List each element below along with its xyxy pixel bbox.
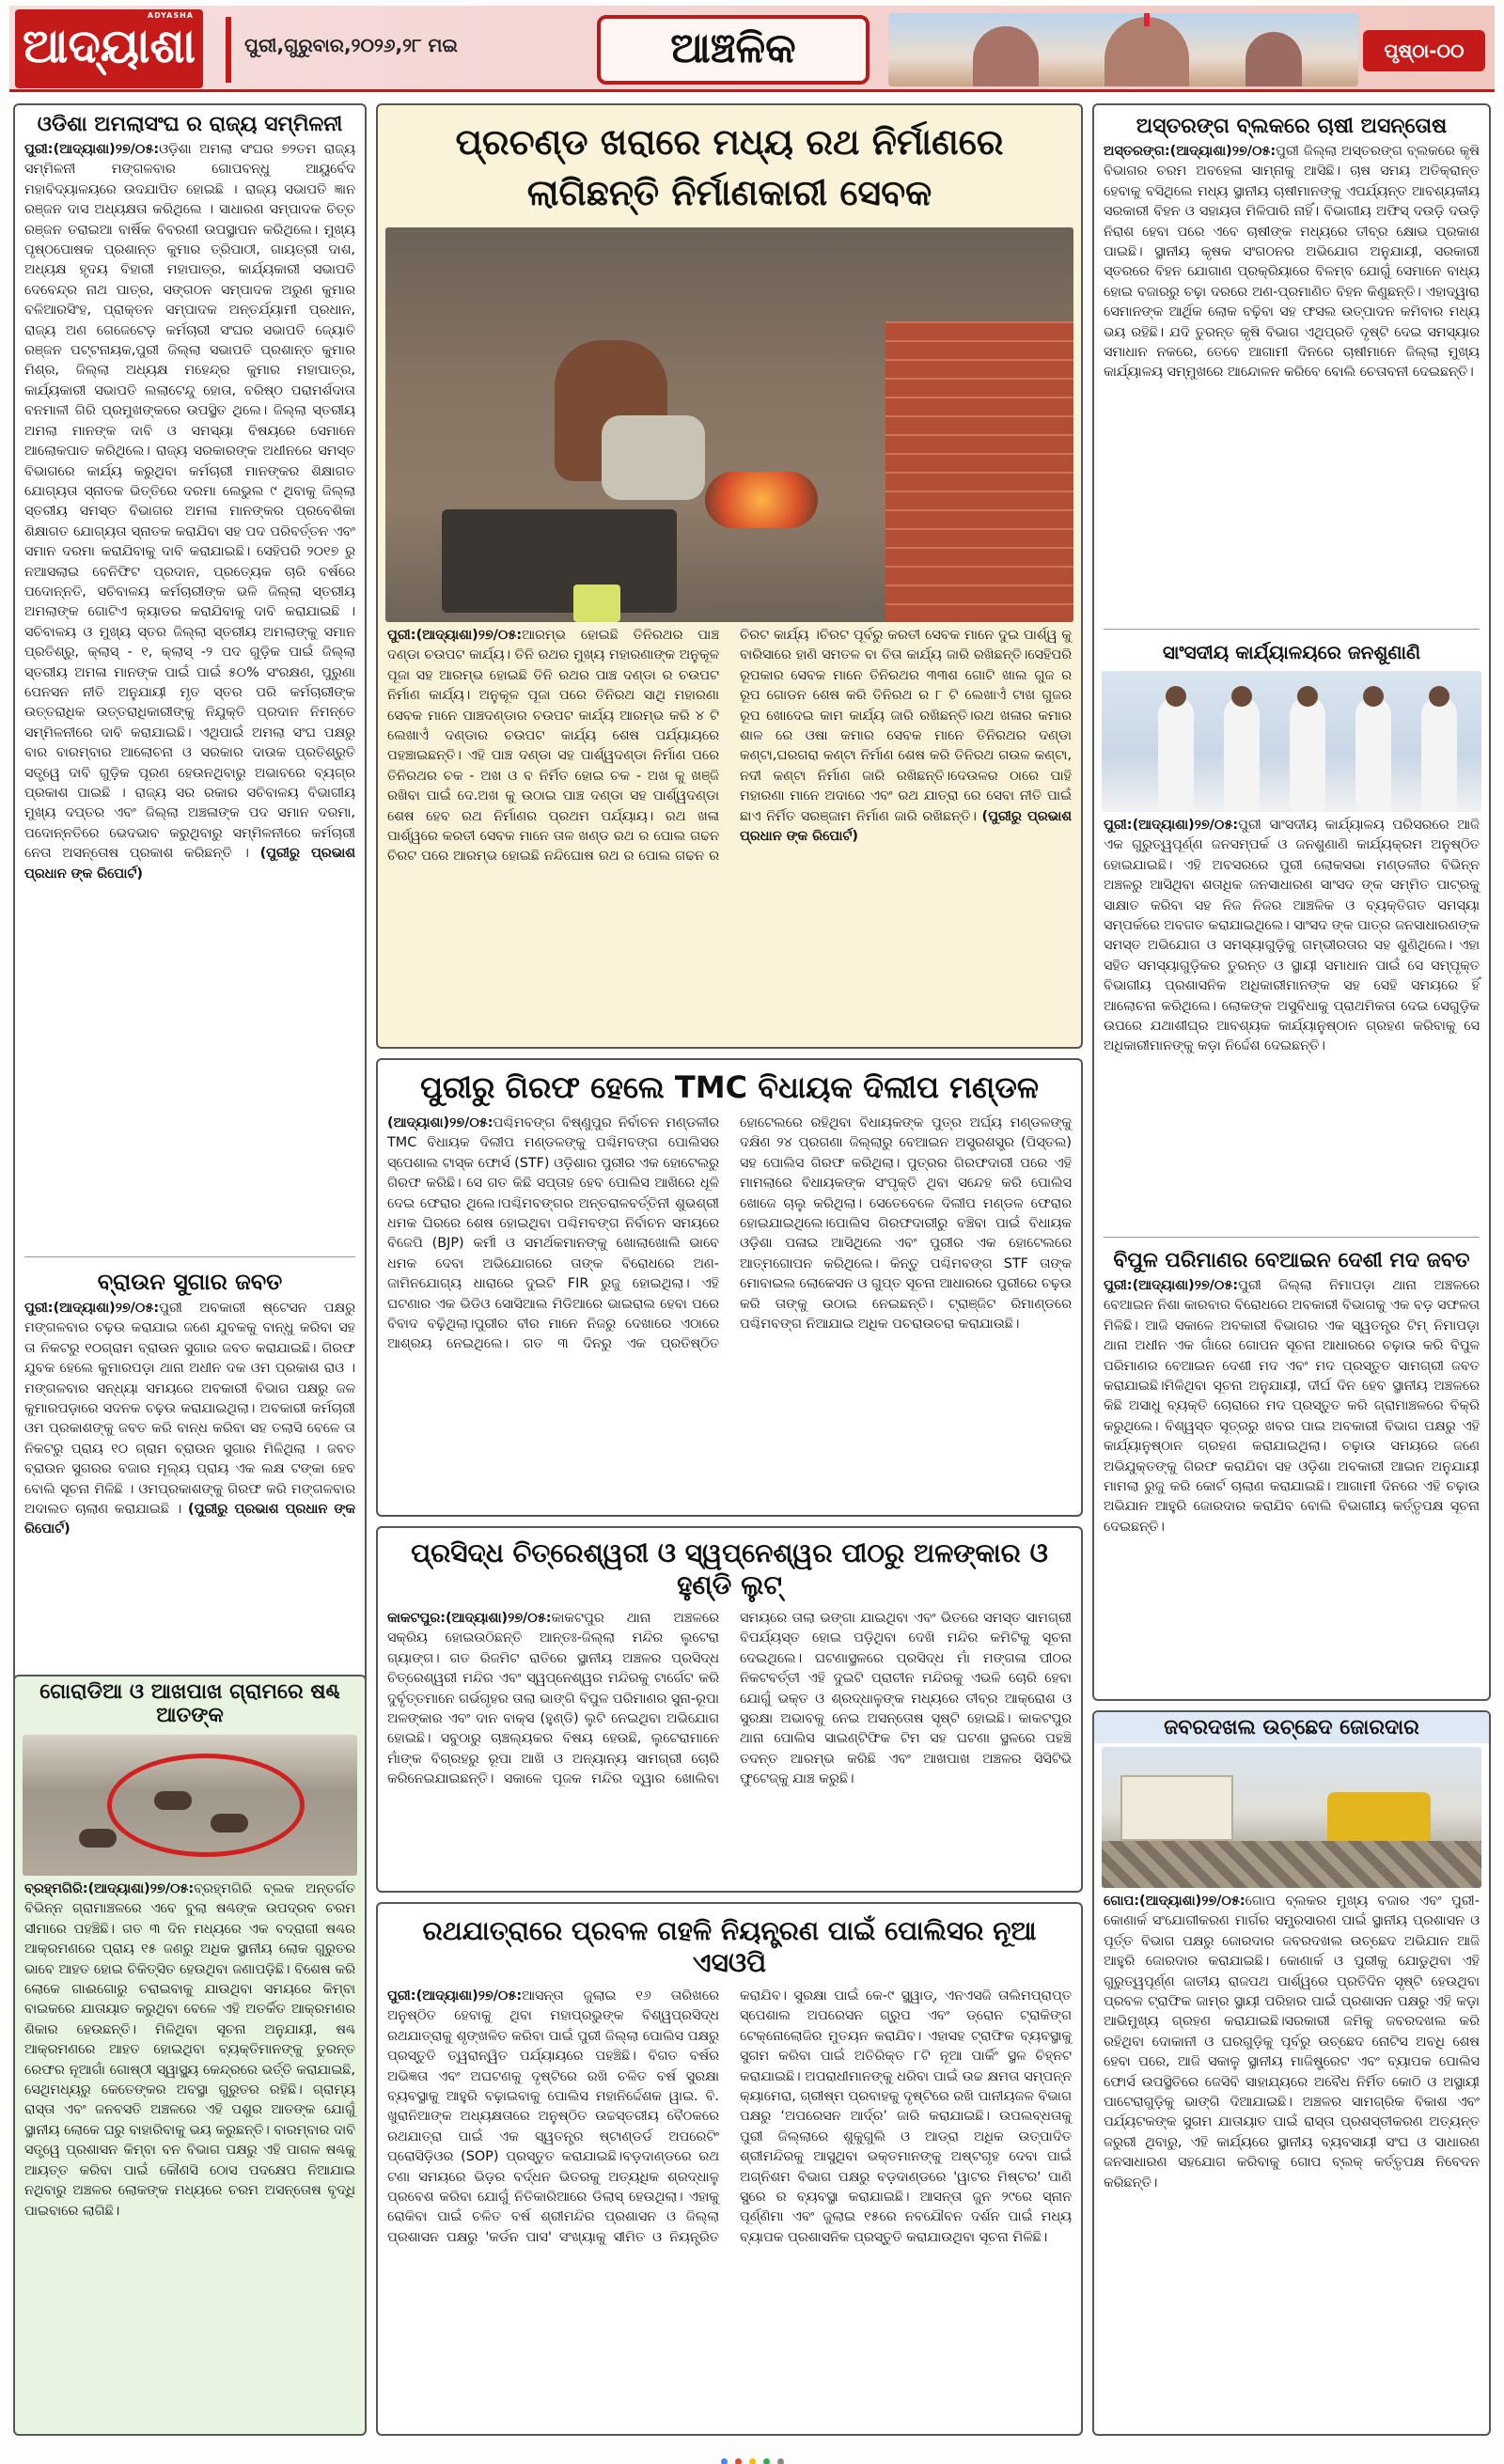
brand-name: ଆଦ୍ୟାଶା	[22, 19, 196, 73]
article-brown-sugar: ପୁରୀ:(ଆଦ୍ୟାଶା)୨୭/୦୫:ପୁରୀ ଅବକାରୀ ଷ୍ଟେସନ ପକ୍ଷରୁ ମଙ୍ଗଳବାର ଚଢ଼ଉ କରାଯାଇ ଜଣେ ଯୁବକକୁ ବାନ୍ଧୁ କରିବା ସହ ତା ନିକଟରୁ ୧୦ଗ୍ରାମ ବ୍ରାଉନ ସୁଗାର ଜବତ କରାଯାଇଛି। ଗିରଫ ଯୁବକ ହେଲେ କୁମାରପଡ଼ା ଥାନା ଅଧୀନ ଦକ ଓମ ପ୍ରକାଶ ରାଓ । ମଙ୍ଗଳବାର ସନ୍ଧ୍ୟା ସମୟରେ ଅବକାରୀ ବିଭାଗ ପକ୍ଷରୁ ଜଳ କୁମାରପଡ଼ାରେ ସଦନକ ଚଢ଼ଉ କରାଯାଇଥିଲା। ଅବକାରୀ କର୍ମଚାରୀ ଓମ ପ୍ରକାଶଙ୍କୁ ଜବତ କରି ବାନ୍ଧ କରିବା ସହ ତଲାସି ବେଳେ ତା ନିକଟରୁ ପ୍ରାୟ ୧୦ ଗ୍ରାମ ବ୍ରାଉନ ସୁଗାର ମିଳିଥିଲା । ଜବତ ବ୍ରାଉନ ସୁଗରର ବଜାର ମୂଲ୍ୟ ପ୍ରାୟ ଏକ ଲକ୍ଷ ଟଙ୍କା ହେବ ବୋଲି ସୂଚନା ମିଳିଛି । ଓମପ୍ରକାଶଙ୍କୁ ଗିରଫ କରି ମଙ୍ଗଳବାର ଅଦାଲତ ଚାଲାଣ କରାଯାଇଛି । (ପୁରୀରୁ ପ୍ରଭାଶ ପ୍ରଧାନ ଙ୍କ ରିପୋର୍ଟ)	[24, 1301, 355, 1537]
headline-brown-sugar: ବ୍ରାଉନ ସୁଗାର ଜବତ	[97, 1269, 283, 1295]
brand-small: ADYASHA	[147, 11, 194, 20]
article-bulls: ବ୍ରହ୍ମଗିରି:(ଆଦ୍ୟାଶା)୨୭/୦୫:ବ୍ରହ୍ମଗିରି ବ୍ଲକ ଅନ୍ତର୍ଗତ ବିଭିନ୍ନ ଗ୍ରାମାଞ୍ଚଳରେ ଏବେ ବୁଲା ଷଣ୍ଢଙ୍କ ଉପଦ୍ରବ ଚରମ ସୀମାରେ ପହଞ୍ଚିଛି। ଗତ ୩ ଦିନ ମଧ୍ୟରେ ଏକ ବଦ୍ରାଗୀ ଷଣ୍ଢର ଆକ୍ରମଣରେ ପ୍ରାୟ ୧୫ ଜଣରୁ ଅଧିକ ସ୍ଥାନୀୟ ଲୋକ ଗୁରୁତର ଭାବେ ଆହତ ହୋଇ ଚିକିତ୍ସିତ ହେଉଥିବା ଜଣାପଡ଼ିଛି। ବିଶେଷ କରି ଲୋକେ ଗାଈଗୋରୁ ଚରାଇବାକୁ ଯାଉଥିବା ସମୟରେ କିମ୍ବା ବାଇକରେ ଯାତାୟାତ କରୁଥିବା ବେଳେ ଏହି ଅତର୍କିତ ଆକ୍ରମଣର ଶିକାର ହେଉଛନ୍ତି। ମିଳିଥିବା ସୂଚନା ଅନୁଯାୟୀ, ଷଣ୍ଢ ଆକ୍ରମଣରେ ଆହତ ହୋଇଥିବା ବ୍ୟକ୍ତିମାନଙ୍କୁ ତୁରନ୍ତ ରେଫର ନୂଆଗାଁ ଗୋଷ୍ଠୀ ସ୍ୱାସ୍ଥ୍ୟ କେନ୍ଦ୍ରରେ ଭର୍ତ୍ତି କରାଯାଇଛି, ସେଥିମଧ୍ୟରୁ କେତେଙ୍କର ଅବସ୍ଥା ଗୁରୁତର ରହିଛି। ଗ୍ରାମ୍ୟ ରାସ୍ତା ଏବଂ ଜନବସତି ଅଞ୍ଚଳରେ ଏହି ପଶୁର ଆତଙ୍କ ଯୋଗୁଁ ସ୍ଥାନୀୟ ଲୋକେ ଘରୁ ବାହାରିବାକୁ ଭୟ କରୁଛନ୍ତି। ବାରମ୍ବାର ଦାବି ସତ୍ତ୍ୱେ ପ୍ରଶାସନ କିମ୍ବା ବନ ବିଭାଗ ପକ୍ଷରୁ ଏହି ପାଗଳ ଷଣ୍ଢକୁ ଆୟତ୍ତ କରିବା ପାଇଁ କୌଣସି ଠୋସ ପଦକ୍ଷେପ ନିଆଯାଇ ନଥିବାରୁ ଅଞ୍ଚଳର ଲୋକଙ୍କ ମଧ୍ୟରେ ଚରମ ଅସନ୍ତୋଷ ବୃଦ୍ଧି ପାଇବାରେ ଲାଗିଛି।	[24, 1881, 355, 2219]
demolition-photo	[1102, 1747, 1481, 1888]
bulls-photo	[23, 1735, 357, 1876]
left-column	[13, 103, 367, 1757]
issue-dateline: ପୁରୀ,ଗୁରୁବାର,୨୦୨୬,୨୮ ମଇ	[244, 34, 459, 56]
divider	[1104, 1237, 1480, 1238]
meeting-photo	[1102, 671, 1481, 812]
article-liquor: ପୁରୀ:(ଆଦ୍ୟାଶା)୨୭/୦୫:ପୁରୀ ଜିଲ୍ଲା ନିମାପଡ଼ା ଥାନା ଅଞ୍ଚଳରେ ବେଆଇନ ନିଶା କାରବାର ବିରୋଧରେ ଅବକାରୀ ବିଭାଗକୁ ଏକ ବଡ଼ ସଫଳତା ମିଳିଛି। ଆଜି ସକାଳେ ଅବକାରୀ ବିଭାଗର ଏକ ସ୍ୱତନ୍ତ୍ର ଟିମ୍ ନିମାପଡ଼ା ଥାନା ଅଧୀନ ଏକ ଗାଁରେ ଗୋପନ ସୂଚନା ଆଧାରରେ ଚଢ଼ାଉ କରି ବିପୁଳ ପରିମାଣର ବେଆଇନ ଦେଶୀ ମଦ ଏବଂ ମଦ ପ୍ରସ୍ତୁତ ସାମଗ୍ରୀ ଜବତ କରାଯାଇଛି।ମିଳିଥିବା ସୂଚନା ଅନୁଯାୟୀ, ଦୀର୍ଘ ଦିନ ହେବ ସ୍ଥାନୀୟ ଅଞ୍ଚଳରେ କିଛି ଅସାଧୁ ବ୍ୟକ୍ତି ଚୋରାରେ ମଦ ପ୍ରସ୍ତୁତ କରି ଗ୍ରାମାଞ୍ଚଳରେ ବିକ୍ରି କରୁଥିଲେ। ବିଶ୍ୱସ୍ତ ସୂତ୍ରରୁ ଖବର ପାଇ ଅବକାରୀ ବିଭାଗ ପକ୍ଷରୁ ଏହି କାର୍ଯ୍ୟାନୁଷ୍ଠାନ ଗ୍ରହଣ କରାଯାଇଥିଲା। ଚଢ଼ାଉ ସମୟରେ ଜଣେ ଅଭିଯୁକ୍ତଙ୍କୁ ଗିରଫ କରାଯିବା ସହ ଓଡ଼ିଶା ଅବକାରୀ ଆଇନ ଅନୁଯାୟୀ ମାମଲା ରୁଜୁ କରି କୋର୍ଟ ଚାଲାଣ କରାଯାଇଛି। ଆଗାମୀ ଦିନରେ ଏହି ଚଢ଼ାଉ ଅଭିଯାନ ଆହୁରି ଜୋରଦାର କରାଯିବ ବୋଲି ବିଭାଗୀୟ କର୍ତ୍ତୃପକ୍ଷ ସୂଚନା ଦେଇଛନ୍ତି।	[1104, 1278, 1480, 1535]
article-tmc: (ଆଦ୍ୟାଶା)୨୭/୦୫:ପଶ୍ଚିମବଙ୍ଗ ବିଷ୍ଣୁପୁର ନିର୍ବାଚନ ମଣ୍ଡଳୀର TMC ବିଧାୟକ ଦିଲୀପ ମଣ୍ଡଳଙ୍କୁ ପଶ୍ଚିମବଙ୍ଗ ପୋଲିସର ସ୍ପେଶାଲ ଟାସ୍କ ଫୋର୍ସ (STF) ଓଡ଼ିଶାର ପୁରୀର ଏକ ହୋଟେଲରୁ ଗିରଫ କରିଛି। ସେ ଗତ କିଛି ସପ୍ତାହ ହେବ ପୋଲିସ ଆଖିରେ ଧୂଳି ଦେଇ ଫେରାର ଥିଲେ।ପଶ୍ଚିମବଙ୍ଗର ଅନ୍ତରାଳବର୍ତ୍ତିନୀ ଶୁଭଶ୍ରୀ ଧମକ ଘିରରେ ଶେଷ ହୋଇଥିବା ପଶ୍ଚିମବଙ୍ଗ ନିର୍ବାଚନ ସମୟରେ ବିଜେପି (BJP) କର୍ମୀ ଓ ସମର୍ଥକମାନଙ୍କୁ ଖୋଲାଖୋଲି ଭାବେ ଧମକ ଦେବା ଅଭିଯୋଗରେ ତାଙ୍କ ବିରୋଧରେ ଅଣ-ଜାମିନଯୋଗ୍ୟ ଧାରାରେ ଦୁଇଟି FIR ରୁଜୁ ହୋଇଥିଲା। ଏହି ଘଟଣାର ଏକ ଭିଡିଓ ସୋସିଆଲ ମିଡିଆରେ ଭାଇରାଲ ହେବା ପରେ ବିବାଦ ବଢ଼ିଥିଲା।ପୁରୀର ବୀର ମାନେ ନିଜରୁ ଦେଖାରେ ଏଠାରେ ଆଶ୍ରୟ ନେଇଥିଲେ। ଗତ ୩ ଦିନରୁ ଏକ ପ୍ରତିଷ୍ଠିତ ହୋଟେଲରେ ରହିଥିବା ବିଧାୟକଙ୍କ ପୁତ୍ର ଅର୍ଘ୍ୟ ମଣ୍ଡଳଙ୍କୁ ଦକ୍ଷିଣ ୨୪ ପ୍ରଗଣା ଜିଲ୍ଲାରୁ ବେଆଇନ ଅସ୍ତ୍ରଶସ୍ତ୍ର (ପିସ୍ତଲ) ସହ ପୋଲିସ ଗିରଫ କରିଥିଲା। ପୁତ୍ରର ଗିରଫଦାରୀ ପରେ ଏହି ମାମଲାରେ ବିଧାୟକଙ୍କ ସଂପୃକ୍ତି ଥିବା ସନ୍ଦେହ କରି ପୋଲିସ ଖୋଜେ ଚାଲୁ କରିଥିଲା। ସେତେବେଳେ ଦିଲୀପ ମଣ୍ଡଳ ଫେରାର ହୋଇଯାଇଥିଲେ।ପୋଲିସ ଗିରଫଦାରୀରୁ ବଞ୍ଚିବା ପାଇଁ ବିଧାୟକ ଓଡ଼ିଶା ପଳାଇ ଆସିଥିଲେ ଏବଂ ପୁରୀର ଏକ ହୋଟେଲରେ ଆତ୍ମଗୋପନ କରିଥିଲେ। କିନ୍ତୁ ପଶ୍ଚିମବଙ୍ଗ STF ତାଙ୍କ ମୋବାଇଲ ଲୋକେସନ ଓ ଗୁପ୍ତ ସୂଚନା ଆଧାରରେ ପୁରୀରେ ଚଢ଼ଉ କରି ତାଙ୍କୁ ଉଠାଇ ନେଇଛନ୍ତି। ଟ୍ରାଞ୍ଜିଟ ରିମାଣ୍ଡରେ ପଶ୍ଚିମବଙ୍ଗ ନିଆଯାଇ ଅଧିକ ପଚରାଉଚରା କରାଯାଉଛି।	[387, 1115, 1072, 1352]
masthead	[9, 6, 1495, 92]
article-office: ପୁରୀ:(ଆଦ୍ୟାଶା)୨୭/୦୫:ପୁରୀ ସାଂସଦୀୟ କାର୍ଯ୍ୟାଳୟ ପରିସରରେ ଆଜି ଏକ ଗୁରୁତ୍ୱପୂର୍ଣ୍ଣ ଜନସମ୍ପର୍କ ଓ ଜନଶୁଣାଣି କାର୍ଯ୍ୟକ୍ରମ ଅନୁଷ୍ଠିତ ହୋଇଯାଇଛି। ଏହି ଅବସରରେ ପୁରୀ ଲୋକସଭା ମଣ୍ଡଳୀର ବିଭିନ୍ନ ଅଞ୍ଚଳରୁ ଆସିଥିବା ଶତାଧିକ ଜନସାଧାରଣ ସାଂସଦ ଙ୍କ ସମ୍ମିତ ପାଟ୍ରକୁ ସାକ୍ଷାତ କରିବା ସହ ନିଜ ନିଜର ଆଞ୍ଚଳିକ ଓ ବ୍ୟକ୍ତିଗତ ସମସ୍ୟା ସମ୍ପର୍କରେ ଅବଗତ କରାଯାଇଥିଲେ। ସାଂସଦ ଙ୍କ ପାତ୍ର ଜନସାଧାରଣଙ୍କ ସମସ୍ତ ଅଭିଯୋଗ ଓ ସମସ୍ୟାଗୁଡ଼ିକୁ ଗମ୍ଭୀରତାର ସହ ଶୁଣିଥିଲେ। ଏହା ସହିତ ସମସ୍ୟାଗୁଡ଼ିକର ତୁରନ୍ତ ଓ ସ୍ଥାୟୀ ସମାଧାନ ପାଇଁ ସେ ସମ୍ପୃକ୍ତ ବିଭାଗୀୟ ପ୍ରଶାସନିକ ଅଧିକାରୀମାନଙ୍କ ସହ ସେହି ସମୟରେ ହିଁ ଆଲୋଚନା କରିଥିଲେ। ଲୋକଙ୍କ ଅସୁବିଧାକୁ ପ୍ରାଥମିକତା ଦେଇ ସେଗୁଡ଼ିକ ଉପରେ ଯଥାଶୀଘ୍ର ଆବଶ୍ୟକ କାର୍ଯ୍ୟାନୁଷ୍ଠାନ ଗ୍ରହଣ କରିବାକୁ ସେ ଅଧିକାରୀମାନଙ୍କୁ କଡ଼ା ନିର୍ଦ୍ଦେଶ ଦେଇଛନ୍ତି।	[1104, 818, 1480, 1054]
article-farmers: ଅସ୍ତରଙ୍ଗ:(ଆଦ୍ୟାଶା)୨୭/୦୫:ପୁରୀ ଜିଲ୍ଲା ଅସ୍ତରଙ୍ଗ ବ୍ଲକରେ କୃଷି ବିଭାଗର ଚରମ ଅବହେଳା ସାମ୍ନାକୁ ଆସିଛି। ଚାଷ ସମୟ ଅତିକ୍ରାନ୍ତ ହେବାକୁ ବସିଥିଲେ ମଧ୍ୟ ସ୍ଥାନୀୟ ଚାଷୀମାନଙ୍କୁ ଏପର୍ଯ୍ୟନ୍ତ ଆବଶ୍ୟକୀୟ ସରକାରୀ ବିହନ ଓ ସହାୟତା ମିଳିପାରି ନାହିଁ। ବିଭାଗୀୟ ଅଫିସ୍ ଦଉଡ଼ି ଦଉଡ଼ି ନିରାଶ ହେବା ପରେ ଏବେ ଚାଷୀଙ୍କ ମଧ୍ୟରେ ତୀବ୍ର କ୍ଷୋଭ ପ୍ରକାଶ ପାଇଛି। ସ୍ଥାନୀୟ କୃଷକ ସଂଗଠନର ଅଭିଯୋଗ ଅନୁଯାୟୀ, ସରକାରୀ ସ୍ତରରେ ବିହନ ଯୋଗାଣ ପ୍ରକ୍ରିୟାରେ ବିଳମ୍ବ ଯୋଗୁଁ ସେମାନେ ବାଧ୍ୟ ହୋଇ ବଜାରରୁ ଚଢ଼ା ଦରରେ ଅଣ-ପ୍ରମାଣିତ ବିହନ କିଣୁଛନ୍ତି। ଏହାଦ୍ୱାରା ସେମାନଙ୍କ ଆର୍ଥିକ ଲୋକ ବଢ଼ିବା ସହ ଫସଲ ଉତ୍ପାଦନ କମିବାର ମଧ୍ୟ ଭୟ ରହିଛି। ଯଦି ତୁରନ୍ତ କୃଷି ବିଭାଗ ଏଥିପ୍ରତି ଦୃଷ୍ଟି ଦେଇ ସମସ୍ୟାର ସମାଧାନ ନକରେ, ତେବେ ଆଗାମୀ ଦିନରେ ଚାଷୀମାନେ ଜିଲ୍ଲା ମୁଖ୍ୟ କାର୍ଯ୍ୟାଳୟ ସମ୍ମୁଖରେ ଆନ୍ଦୋଳନ କରିବେ ବୋଲି ଚେତାବନୀ ଦେଇଛନ୍ତି।	[1104, 144, 1480, 381]
footer-dots	[658, 2451, 846, 2458]
right-column	[1092, 103, 1491, 1701]
divider	[24, 1256, 355, 1257]
theft-box	[376, 1526, 1083, 1893]
ratha-box	[376, 103, 1083, 1049]
section-title: ଆଞ୍ଚଳିକ	[597, 15, 870, 85]
divider	[1104, 629, 1480, 630]
headline-sop: ରଥଯାତ୍ରାରେ ପ୍ରବଳ ଗହଳି ନିୟନ୍ତ୍ରଣ ପାଇଁ ପୋଲିସର ନୂଆ ଏସଓପି	[422, 1915, 1037, 1978]
headline-liquor: ବିପୁଳ ପରିମାଣର ବେଆଇନ ଦେଶୀ ମଦ ଜବତ	[1113, 1249, 1470, 1272]
headline-sammilani: ଓଡିଶା ଅମଲାସଂଘ ର ରାଜ୍ୟ ସମ୍ମିଳନୀ	[37, 113, 343, 136]
masthead-divider	[226, 17, 231, 83]
blacksmith-photo	[385, 227, 1073, 622]
headline-theft: ପ୍ରସିଦ୍ଧ ଚିତ୍ରେଶ୍ୱରୀ ଓ ସ୍ୱପ୍ନେଶ୍ୱର ପୀଠରୁ ଅଳଙ୍କାର ଓ ହୁଣ୍ଡି ଲୁଟ୍	[411, 1537, 1048, 1600]
headline-bulls: ଗୋରାଡିଆ ଓ ଆଖପାଖ ଗ୍ରାମରେ ଷଣ୍ଢ ଆତଙ୍କ	[39, 1680, 340, 1727]
headline-eviction: ଜବରଦଖଲ ଉଚ୍ଛେଦ ଜୋରଦାର	[1094, 1712, 1489, 1743]
brand-logo	[15, 9, 203, 88]
article-eviction: ଗୋପ:(ଆଦ୍ୟାଶା)୨୭/୦୫:ଗୋପ ବ୍ଲକର ମୁଖ୍ୟ ବଜାର ଏବଂ ପୁରୀ-କୋଣାର୍କ ସଂଯୋଗୀକରଣ ମାର୍ଗର ସମ୍ପ୍ରସାରଣ ପାଇଁ ସ୍ଥାନୀୟ ପ୍ରଶାସନ ଓ ପୂର୍ତ୍ତ ବିଭାଗ ପକ୍ଷରୁ ଜୋରଦାର ଜବରଦଖଲ ଉଚ୍ଛେଦ ଅଭିଯାନ ଆଜି ଆହୁରି ଜୋରଦାର କରାଯାଇଛି। କୋଣାର୍କ ଓ ପୁରୀକୁ ଯୋଡୁଥିବା ଏହି ଗୁରୁତ୍ୱପୂର୍ଣ୍ଣ ଜାତୀୟ ରାଜପଥ ପାର୍ଶ୍ୱରେ ପ୍ରତିଦିନ ସୃଷ୍ଟି ହେଉଥିବା ପ୍ରବଳ ଟ୍ରାଫିକ ଜାମ୍‌ର ସ୍ଥାୟୀ ପରିହାର ପାଇଁ ପ୍ରଶାସନ ପକ୍ଷରୁ ଏହି କଡ଼ା ଆଭିମୁଖ୍ୟ ଗ୍ରହଣ କରାଯାଇଛି।ସରକାରୀ ଜମିକୁ ଜବରଦଖଲ କରି ରହିଥିବା ଦୋକାନୀ ଓ ଘରଗୁଡ଼ିକୁ ପୂର୍ବରୁ ଉଚ୍ଛେଦ ନୋଟିସ ଅବଧି ଶେଷ ହେବା ପରେ, ଆଜି ସକାଳୁ ସ୍ଥାନୀୟ ମାଜିଷ୍ଟ୍ରେଟ ଏବଂ ବ୍ୟାପକ ପୋଲିସ ଫୋର୍ସ ଉପସ୍ଥିତିରେ ଜେସିବି ସାହାଯ୍ୟରେ ଅବୈଧ ନିର୍ମିତ କୋଠି ଓ ଅସ୍ଥାୟୀ ପାଟେରାଗୁଡ଼ିକୁ ଭାଙ୍ଗି ଦିଆଯାଇଛି। ଅଞ୍ଚଳର ସାମଗ୍ରିକ ବିକାଶ ଏବଂ ପର୍ଯ୍ୟଟକଙ୍କ ସୁଗମ ଯାତାୟାତ ପାଇଁ ରାସ୍ତା ପ୍ରଶସ୍ତୀକରଣ ଅତ୍ୟନ୍ତ ଜରୁରୀ ଥିବାରୁ, ଏହି କାର୍ଯ୍ୟରେ ସ୍ଥାନୀୟ ବ୍ୟବସାୟୀ ସଂଘ ଓ ସାଧାରଣ ଜନସାଧାରଣ ସହଯୋଗ କରିବାକୁ ଗୋପ ବ୍ଲକ୍ କର୍ତ୍ତୃପକ୍ଷ ନିବେଦନ କରିଛନ୍ତି।	[1104, 1894, 1480, 2191]
article-ratha: ପୁରୀ:(ଆଦ୍ୟାଶା)୨୭/୦୫:ଆରମ୍ଭ ହୋଇଛି ତିନିରଥର ପାଞ୍ଚ ଦଣ୍ଡା ଚଉପଟ କାର୍ଯ୍ୟ। ତିନି ରଥର ମୁଖ୍ୟ ମହାରଣାଙ୍କ ଅନୁକୂଳ ପୂଜା ସହ ଆରମ୍ଭ ହୋଇଛି ତିନି ରଥର ପାଞ୍ଚ ଦଣ୍ଡା ର ଚଉପଟ ନିର୍ମାଣ କାର୍ଯ୍ୟ। ଅନୁକୂଳ ପୂଜା ପରେ ତିନିରଥ ସାଥି ମହାରଣା ସେବକ ମାନେ ପାଞ୍ଚଦଣ୍ଡାର ଚଉପଟ କାର୍ଯ୍ୟ ଆରମ୍ଭ କରି ୪ ଟି ଲେଖାଏଁ ଦଣ୍ଡାର ଚଉପଟ କାର୍ଯ୍ୟ ଶେଷ ପର୍ଯ୍ୟାୟରେ ପହଞ୍ଚାଇଛନ୍ତି। ଏହି ପାଞ୍ଚ ଦଣ୍ଡା ସହ ପାର୍ଶ୍ୱଦଣ୍ଡା ନିର୍ମାଣ ପରେ ତିନିରଥର ଚକ - ଅଖ ଓ ବ ନିର୍ମିତ ହୋଇ ଚକ - ଅଖ କୁ ଖଞ୍ଜି ରଖିବା ପାଇଁ ଦେ.ଅଖ କୁ ଉଠାଇ ପାଞ୍ଚ ଦଣ୍ଡା ସହ ପାର୍ଶ୍ୱଦଣ୍ଡା ଶେଷ ହେବ ରଥ ନିର୍ମାଣର ପ୍ରଥମ ପର୍ଯ୍ୟାୟ। ରଥ ଖଳା ପାର୍ଶ୍ୱରେ କରତୀ ସେବକ ମାନେ ତାଳ ଖଣ୍ଡ ରଥ ର ପୋଲ ଗଢନ ଚିରଟ ପରେ ଆରମ୍ଭ ହୋଇଛି ନନ୍ଦିଘୋଷ ରଥ ର ପୋଲ ଗଢନ ର ଚିରଟ କାର୍ଯ୍ୟ ।ଚିରଟ ପୂର୍ବରୁ କରତୀ ସେବକ ମାନେ ଦୁଇ ପାର୍ଶ୍ୱ କୁ ବାରିସାରେ ହାଣି ସମତଳ ବା ଚିତା କାର୍ଯ୍ୟ ଜାରି ରଖିଛନ୍ତି।ସେହିପରି ରୂପକାର ସେବକ ମାନେ ତିନିରଥର ୩୩ଶ ଗୋଟି ଖାଲ ଗୁଜ ର ରୂପ ଗୋଡନ ଶେଷ କରି ତିନିରଥ ର ୮ ଟି ଲେଖାଏଁ ଟାଖ ଗୁଜର ରୂପ ଖୋଦେଇ କାମ କାର୍ଯ୍ୟ ଜାରି ରଖିଛନ୍ତି।ରଥ ଖଳାର କମାର ଶାଳ ରେ ଓଷା କମାର ସେବକ ମାନେ ତିନିରଥର ଦଣ୍ଡା କଣ୍ଟା,ଘରଗରା କଣ୍ଟା ନିର୍ମାଣ ଶେଷ କରି ତିନିରଥ ଗଉଳ କଣ୍ଟା, ନଦୀ କଣ୍ଟା ନିର୍ମାଣ ଜାରି ରଖିଛନ୍ତି।ଦେଉଳର ଠାରେ ପାହି ମହାରଣା ମାନେ ଅଦାରେ ଏବଂ ରଥ ଯାତ୍ରା ରେ ସେବା ନୀତି ପାଇଁ ଛାଏ ନିର୍ମିତ ସରଞ୍ଜାମ ନିର୍ମାଣ ଜାରି ରଖିଛନ୍ତି। (ପୁରୀରୁ ପ୍ରଭାଶ ପ୍ରଧାନ ଙ୍କ ରିପୋର୍ଟ)	[387, 628, 1072, 865]
tmc-box	[376, 1058, 1083, 1517]
article-sop: ପୁରୀ:(ଆଦ୍ୟାଶା)୨୭/୦୫:ଆସନ୍ତା ଜୁଲାଇ ୧୬ ତାରିଖରେ ଅନୁଷ୍ଠିତ ହେବାକୁ ଥିବା ମହାପ୍ରଭୁଙ୍କ ବିଶ୍ୱପ୍ରସିଦ୍ଧ ରଥଯାତ୍ରାକୁ ଶୃଙ୍ଖଳିତ କରିବା ପାଇଁ ପୁରୀ ଜିଲ୍ଲା ପୋଲିସ ପକ୍ଷରୁ ପ୍ରସ୍ତୁତି ତ୍ୱରାନ୍ୱିତ ପର୍ଯ୍ୟାୟରେ ପହଞ୍ଚିଛି। ବିଗତ ବର୍ଷର ଅଭିଜ୍ଞତା ଏବଂ ଅଘଟଣକୁ ଦୃଷ୍ଟିରେ ରଖି ଚଳିତ ବର୍ଷ ସୁରକ୍ଷା ବ୍ୟବସ୍ଥାକୁ ଆହୁରି ବଢ଼ାଇବାକୁ ପୋଲିସ ମହାନିର୍ଦ୍ଦେଶକ ୱାଇ. ବି. ଖୁରାନିଆଙ୍କ ଅଧ୍ୟକ୍ଷତାରେ ଅନୁଷ୍ଠିତ ଉଚ୍ଚସ୍ତରୀୟ ବୈଠକରେ ରଥଯାତ୍ରା ପାଇଁ ଏକ ସ୍ୱତନ୍ତ୍ର ଷ୍ଟାଣ୍ଡର୍ଡ ଅପରେଟିଂ ପ୍ରୋସିଡ଼ିଓର (SOP) ପ୍ରସ୍ତୁତ କରାଯାଇଛି।ବଡ଼ଦାଣ୍ଡରେ ରଥ ଟଣା ସମୟରେ ଭିଡ଼ର ବର୍ଦ୍ଧନ ଭିତରକୁ ଅତ୍ୟଧିକ ଶ୍ରଦ୍ଧାଳୁ ପ୍ରବେଶ କରିବା ଯୋଗୁଁ ନିତିକାରିଆରେ ଡିଲାସ୍ ହେଉଥିଲା। ଏହାକୁ ରୋକିବା ପାଇଁ ଚଳିତ ବର୍ଷ ଶ୍ରୀମନ୍ଦିର ପ୍ରଶାସନ ଓ ଜିଲ୍ଲା ପ୍ରଶାସନ ପକ୍ଷରୁ 'କର୍ଡନ ପାସ' ସଂଖ୍ୟାକୁ ସୀମିତ ଓ ନିୟନ୍ତ୍ରିତ କରାଯିବ। ସୁରକ୍ଷା ପାଇଁ କେ-୯ ସ୍କ୍ୱାଡ୍, ଏନଏସଜି ତାଲିମପ୍ରାପ୍ତ ସ୍ପେଶାଲ ଅପରେସନ ଗ୍ରୁପ ଏବଂ ଡ୍ରୋନ ଟ୍ରାକିଙ୍ଗ ଟେକ୍ନୋଲୋଜିର ମୁତୟନ କରାଯିବ। ଏହାସହ ଟ୍ରାଫିକ ବ୍ୟବସ୍ଥାକୁ ସୁଗମ କରିବା ପାଇଁ ଅତିରିକ୍ତ ୮ଟି ନୂଆ ପାର୍କିଂ ସ୍ଥଳ ଚିହ୍ନଟ କରାଯାଇଛି। ଅପରାଧୀମାନଙ୍କୁ ଧରିବା ପାଇଁ ଉଚ୍ଚ କ୍ଷମତା ସମ୍ପନ୍ନ କ୍ୟାମେରା, ଗ୍ରୀଷ୍ମ ପ୍ରବାହକୁ ଦୃଷ୍ଟିରେ ରଖି ପାନୀୟଜଳ ବିଭାଗ ପକ୍ଷରୁ ‘ଅପରେସନ ଆର୍ଦ୍ର’ ଜାରି କରାଯାଇଛି। ଉପଲବ୍ଧତାକୁ ପୁରୀ ଜିଲ୍ଲାରେ ଶୁକୁଗୁଲି ଓ ଆଡ୍ରା ଅଧିକ ଉତ୍ପାଦିତ ଶ୍ରୀମନ୍ଦିରକୁ ଆସୁଥିବା ଭକ୍ତମାନଙ୍କୁ ଅଷ୍ଟଗୃହ ଦେବା ପାଇଁ ଅଗ୍ନିଶମ ବିଭାଗ ପକ୍ଷରୁ ବଡ଼ଦାଣ୍ଡରେ 'ୱାଟର ମିଷ୍ଟର' ପାଣି ସ୍ପ୍ରେ ର ବ୍ୟବସ୍ଥା କରାଯାଇଛି। ଆସନ୍ତା ଜୁନ ୨୯ରେ ସ୍ନାନ ପୂର୍ଣ୍ଣିମା ଏବଂ ଜୁଲାଇ ୧୫ରେ ନବଯୌବନ ଦର୍ଶନ ପାଇଁ ମଧ୍ୟ ବ୍ୟାପକ ପ୍ରଶାସନିକ ପ୍ରସ୍ତୁତି କରାଯାଉଥିବା ସୂଚନା ମିଳିଛି।	[387, 1988, 1072, 2245]
headline-tmc: ପୁରୀରୁ ଗିରଫ ହେଲେ TMC ବିଧାୟକ ଦିଲୀପ ମଣ୍ଡଳ	[419, 1069, 1040, 1105]
sop-box	[376, 1902, 1083, 2436]
headline-farmers: ଅସ୍ତରଙ୍ଗ ବ୍ଲକରେ ଚାଷୀ ଅସନ୍ତୋଷ	[1136, 115, 1448, 138]
headline-ratha: ପ୍ରଚଣ୍ଡ ଖରାରେ ମଧ୍ୟ ରଥ ନିର୍ମାଣରେ ଲାଗିଛନ୍ତି ନିର୍ମାଣକାରୀ ସେବକ	[455, 121, 1004, 213]
headline-office: ସାଂସଦୀୟ କାର୍ଯ୍ୟାଳୟରେ ଜନଶୁଣାଣି	[1162, 641, 1421, 663]
bulls-box	[13, 1675, 367, 2436]
eviction-box	[1092, 1710, 1491, 2436]
article-sammilani: ପୁରୀ:(ଆଦ୍ୟାଶା)୨୭/୦୫:ଓଡ଼ିଶା ଅମଲା ସଂଘର ୭୨ତମ ରାଜ୍ୟ ସମ୍ମିଳନୀ ମଙ୍ଗଳବାର ଗୋପବନ୍ଧୁ ଆୟୁର୍ବେଦ ମହାବିଦ୍ୟାଳୟରେ ଉଦଯାପିତ ହୋଇଛି । ରାଜ୍ୟ ସଭାପତି ଜ୍ଞାନ ରଞ୍ଜନ ଦାସ ଅଧ୍ୟକ୍ଷତା କରିଥିଲେ । ସାଧାରଣ ସମ୍ପାଦକ ଚିତ୍ତ ରଞ୍ଜନ ତରାଇଆ ବାର୍ଷିକ ବିବରଣୀ ଉପସ୍ଥାପନ କରିଥିଲେ। ମୁଖ୍ୟ ପୃଷ୍ଠପୋଷକ ପ୍ରଶାନ୍ତ କୁମାର ତ୍ରିପାଠୀ, ଗାୟତ୍ରୀ ଦାଶ, ଅଧ୍ୟକ୍ଷ ହୃଦୟ ବିହାରୀ ମହାପାତ୍ର, କାର୍ଯ୍ୟକାରୀ ସଭାପତି ଦେବେନ୍ଦ୍ର ନାଥ ପାତ୍ର, ସଙ୍ଗଠନ ସମ୍ପାଦକ ଅରୁଣ କୁମାର ବଳିଆରସିଂହ, ପ୍ରାକ୍ତନ ସମ୍ପାଦକ ଅନ୍ତର୍ଯ୍ୟାମୀ ପ୍ରଧାନ, ରାଜ୍ୟ ଅଣ ଗେଜେଟେଡ଼ କର୍ମଚାରୀ ସଂଘର ସଭାପତି ଜ୍ୟୋତି ରଞ୍ଜନ ପଟ୍ଟନାୟକ,ପୁରୀ ଜିଲ୍ଲା ସଭାପତି ପ୍ରଶାନ୍ତ କୁମାର ମିଶ୍ର, ଜିଲ୍ଲା ଅଧ୍ୟକ୍ଷ ମହେନ୍ଦ୍ର କୁମାର ମହାପାତ୍ର, କାର୍ଯ୍ୟକାରୀ ସଭାପତି ଲଲାଟେନ୍ଦୁ ହୋତା, ବରିଷ୍ଠ ପରାମର୍ଶଦାତା ବନମାଳୀ ଗିରି ପ୍ରମୁଖଙ୍କରେ ଉପସ୍ଥିତ ଥିଲେ। ଜିଲ୍ଲା ସ୍ତରୀୟ ଅମଲା ମାନଙ୍କ ଦାବି ଓ ସମସ୍ୟା ବିଷୟରେ ସେମାନେ ଆଲୋକପାତ କରିଥିଲେ। ରାଜ୍ୟ ସରକାରଙ୍କ ଅଧୀନରେ ସମସ୍ତ ବିଭାଗରେ କାର୍ଯ୍ୟ କରୁଥିବା କର୍ମଚାରୀ ମାନଙ୍କର ଶିକ୍ଷାଗତ ଯୋଗ୍ୟତା ସ୍ନାତକ ଭିତ୍ତିରେ ଦରମା ଲେଭୁଲ ୯ ଥିବାକୁ ଜିଲ୍ଲା ସ୍ତରୀୟ ସମସ୍ତ ବିଭାଗର ଅମଳା ମାନଙ୍କର ପ୍ରବେଶିକା ଶିକ୍ଷାଗତ ଯୋଗ୍ୟତା ସ୍ନାତକ କରାଯିବା ସହ ପଦ ପରିବର୍ତ୍ତନ ଏବଂ ସମାନ ଦରମା କରାଯିବାକୁ ଦାବି କରାଯାଇଛି। ସେହିପରି ୨୦୧୭ ରୁ ନଆସଲାଇ ବେନିଫିଟ ପ୍ରଦାନ, ପ୍ରତ୍ୟେକ ଚାରି ବର୍ଷରେ ପଦୋନ୍ନତି, ସଚିବାଳୟ କର୍ମଚାରୀଙ୍କ ଭଳି ଜିଲ୍ଲା ସ୍ତରୀୟ ଅମଲାଙ୍କ ଗୋଟିଏ କ୍ୟାଡର କରାଯିବାକୁ ଦାବି କରାଯାଇଛି ।ସଚିବାଳୟ ଓ ମୁଖ୍ୟ ସ୍ତର ଜିଲ୍ଲା ସ୍ତରୀୟ ଅମଲାଙ୍କୁ ସମାନ ପ୍ରତିଶ୍ରୁ, କ୍ଲାସ୍ - ୧, କ୍ଲାସ୍ -୨ ପଦ ଗୁଡ଼ିକ ପାଇଁ ଜିଲ୍ଲା ସ୍ତରୀୟ ଅମଳା ମାନଙ୍କ ପାଇଁ ପାଇଁ ୫୦% ସଂରକ୍ଷଣ, ପୁରୁଣା ପେନସନ ନୀତି ଅନୁଯାୟୀ ମୃତ ସ୍ତର ପରି କର୍ମଚାରୀଙ୍କ ଉତ୍ତରାଧିକ ଉତ୍ତରାଧିକାରୀଙ୍କୁ ନିଯୁକ୍ତି ପ୍ରଦାନ ନିମନ୍ତେ ସମ୍ମିଳନୀରେ ଦାବି କରାଯାଇଛି। ଏଥିପାଇଁ ଅମଲା ସଂଘ ପକ୍ଷରୁ ବାର ବାରମ୍ବାର ଆଲୋଚନା ଓ ସରକାର ଦାଉକ ପ୍ରତିଶ୍ରୁତି ସତ୍ତ୍ୱେ ଦାବି ଗୁଡ଼ିକ ପୂରଣ ହେଉନଥିବାରୁ ଅଭାବରେ ବ୍ୟଗ୍ର ପ୍ରକାଶ ପାଇଛି । ରାଜ୍ୟ ସର ରକାର ସଚିବାଳୟ ବିଭାଗୀୟ ମୁଖ୍ୟ ଦପ୍ତର ଏବଂ ଜିଲ୍ଲା ଅଞ୍ଚଳାଙ୍କ ପଦ ସମାନ ଦରମା, ପଦୋନ୍ନତିରେ ଭେଦଭାବ କରୁଥିବାରୁ ସମ୍ମିଳନୀରେ କର୍ମଚାରୀ ନେତା ଅସନ୍ତୋଷ ପ୍ରକାଶ କରିଛନ୍ତି । (ପୁରୀରୁ ପ୍ରଭାଶ ପ୍ରଧାନ ଙ୍କ ରିପୋର୍ଟ)	[24, 142, 356, 881]
page-number: ପୃଷ୍ଠା-୦୦	[1363, 30, 1485, 71]
article-theft: କାକଟପୁର:(ଆଦ୍ୟାଶା)୨୭/୦୫:କାକଟପୁର ଥାନା ଅଞ୍ଚଳରେ ସକ୍ରିୟ ହୋଇଉଠିଛନ୍ତି ଆନ୍ତଃ-ଜିଲ୍ଲା ମନ୍ଦିର ଲୁଟେରା ଗ୍ୟାଙ୍ଗ। ଗତ ରିଜମିଟ ରାତିରେ ସ୍ଥାନୀୟ ଅଞ୍ଚଳର ପ୍ରସିଦ୍ଧ ଚିତ୍ରେଶ୍ୱରୀ ମନ୍ଦିର ଏବଂ ସ୍ୱପ୍ନେଶ୍ୱର ମନ୍ଦିରକୁ ଟାର୍ଗେଟ କରି ଦୁର୍ବୃତ୍ତମାନେ ଗର୍ଭଗୃହର ତାଲା ଭାଙ୍ଗି ବିପୁଳ ପରିମାଣର ସୁନା-ରୂପା ଅଳଙ୍କାର ଏବଂ ଦାନ ବାକ୍ସ (ହୁଣ୍ଡି) ଲୁଟି ନେଇଥିବା ଅଭିଯୋଗ ହୋଇଛି। ସବୁଠାରୁ ଚାଞ୍ଚଲ୍ୟକର ବିଷୟ ହେଉଛି, ଲୁଟେରାମାନେ ମାଁଙ୍କ ବିଗ୍ରହରୁ ରୂପା ଆଖି ଓ ଅନ୍ୟାନ୍ୟ ସାମଗ୍ରୀ ଚୋରି କରିନେଇଯାଇଛନ୍ତି। ସକାଳେ ପୂଜକ ମନ୍ଦିର ଦ୍ୱାର ଖୋଲିବା ସମୟରେ ତାଲା ଭଙ୍ଗା ଯାଇଥିବା ଏବଂ ଭିତରେ ସମସ୍ତ ସାମଗ୍ରୀ ବିପର୍ଯ୍ୟସ୍ତ ହୋଇ ପଡ଼ିଥିବା ଦେଖି ମନ୍ଦିର କମିଟିକୁ ସୂଚନା ଦେଇଥିଲେ। ଘଟଣାସ୍ଥଳରେ ପ୍ରସିଦ୍ଧ ମାଁ ମଙ୍ଗଳା ପୀଠର ନିକଟବର୍ତ୍ତୀ ଏହି ଦୁଇଟି ପ୍ରାଚୀନ ମନ୍ଦିରକୁ ଏଭଳି ଚୋରି ହେବା ଯୋଗୁଁ ଭକ୍ତ ଓ ଶ୍ରଦ୍ଧାଳୁଙ୍କ ମଧ୍ୟରେ ତୀବ୍ର ଆକ୍ରୋଶ ଓ ସୁରକ୍ଷା ଅଭାବକୁ ନେଇ ଅସନ୍ତୋଷ ସୃଷ୍ଟି ହୋଇଛି। କାକଟପୁର ଥାନା ପୋଲିସ ସାଇଣ୍ଟିଫିକ ଟିମ ସହ ଘଟଣା ସ୍ଥଳରେ ପହଞ୍ଚି ତଦନ୍ତ ଆରମ୍ଭ କରିଛି ଏବଂ ଆଖପାଖ ଅଞ୍ଚଳର ସିସିଟିଭି ଫୁଟେଜ୍‌କୁ ଯାଞ୍ଚ କରୁଛି।	[387, 1611, 1072, 1787]
temple-image	[888, 13, 1358, 86]
